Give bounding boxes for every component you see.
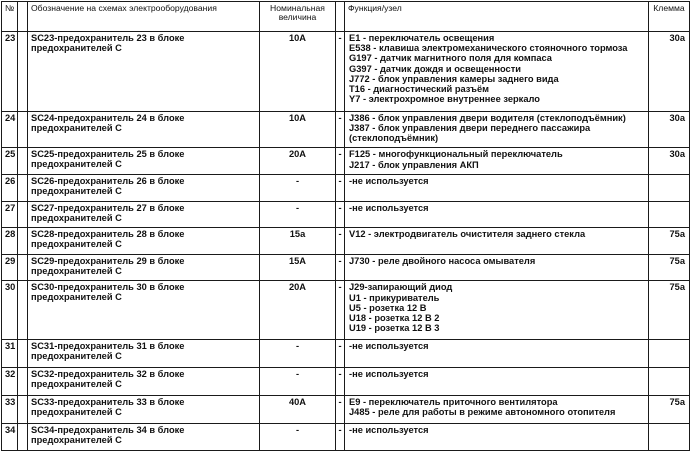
row-dash: - — [336, 424, 345, 451]
function-line: E538 - клавиша электромеханического стояночного тормоза — [349, 43, 628, 54]
function-line: G397 - датчик дождя и освещенности — [349, 63, 521, 74]
fuse-designation: SC31-предохранитель 31 в блоке предохранителей С — [28, 339, 260, 368]
function-line: F125 - многофункциональный переключатель — [349, 149, 563, 160]
function-line: -не используется — [349, 340, 429, 351]
row-spacer — [18, 254, 28, 281]
table-row — [2, 339, 690, 368]
nominal-value: 10A — [260, 32, 336, 112]
table-row — [2, 368, 690, 396]
row-dash: - — [336, 339, 345, 368]
row-spacer — [18, 339, 28, 368]
fuse-designation: SC32-предохранитель 32 в блоке предохранителей С — [28, 368, 260, 396]
nominal-value: 15A — [260, 254, 336, 281]
row-number: 32 — [2, 368, 18, 396]
nominal-value: - — [260, 368, 336, 396]
function-cell — [345, 254, 649, 281]
row-spacer — [18, 228, 28, 255]
row-number: 23 — [2, 32, 18, 112]
row-number: 29 — [2, 254, 18, 281]
row-spacer — [18, 201, 28, 228]
header-designation: Обозначение на схемах электрооборудования — [28, 2, 260, 32]
terminal-value — [649, 339, 690, 368]
terminal-value: 30a — [649, 148, 690, 175]
nominal-value: 10A — [260, 111, 336, 148]
function-line: Y7 - электрохромное внутреннее зеркало — [349, 94, 540, 105]
nominal-value: - — [260, 201, 336, 228]
row-dash: - — [336, 228, 345, 255]
function-line: U1 - прикуриватель — [349, 292, 440, 303]
function-line: J386 - блок управления двери водителя (стеклоподъёмник) — [349, 112, 626, 123]
row-dash: - — [336, 201, 345, 228]
function-cell — [345, 281, 649, 339]
terminal-value: 75a — [649, 281, 690, 339]
table-row — [2, 228, 690, 255]
fuse-designation: SC29-предохранитель 29 в блоке предохранителей С — [28, 254, 260, 281]
terminal-value: 75a — [649, 228, 690, 255]
terminal-value — [649, 201, 690, 228]
row-spacer — [18, 111, 28, 148]
terminal-value — [649, 175, 690, 202]
function-line: J217 - блок управления АКП — [349, 159, 479, 170]
function-cell — [345, 32, 649, 112]
function-line: -не используется — [349, 425, 429, 436]
row-number: 28 — [2, 228, 18, 255]
fuse-designation: SC24-предохранитель 24 в блоке предохранителей С — [28, 111, 260, 148]
function-cell — [345, 368, 649, 396]
terminal-value: 75a — [649, 254, 690, 281]
row-number: 24 — [2, 111, 18, 148]
function-line: V12 - электродвигатель очистителя заднего стекла — [349, 229, 586, 240]
table-row — [2, 395, 690, 424]
function-line: J485 - реле для работы в режиме автономного отопителя — [349, 406, 616, 417]
fuse-designation: SC27-предохранитель 27 в блоке предохранителей С — [28, 201, 260, 228]
function-cell — [345, 339, 649, 368]
terminal-value: 30a — [649, 111, 690, 148]
function-line: J772 - блок управления камеры заднего вида — [349, 73, 559, 84]
table-row — [2, 281, 690, 339]
table-row — [2, 148, 690, 175]
function-line: -не используется — [349, 176, 429, 187]
function-cell — [345, 175, 649, 202]
terminal-value — [649, 424, 690, 451]
fuse-designation: SC23-предохранитель 23 в блоке предохранителей С — [28, 32, 260, 112]
table-row — [2, 32, 690, 112]
function-cell — [345, 424, 649, 451]
function-line: J387 - блок управления двери переднего пассажира — [349, 122, 591, 133]
function-cell — [345, 395, 649, 424]
function-line: -не используется — [349, 369, 429, 380]
function-line: -не используется — [349, 202, 429, 213]
terminal-value — [649, 368, 690, 396]
header-terminal: Клемма — [649, 2, 690, 32]
row-number: 27 — [2, 201, 18, 228]
fuse-designation: SC28-предохранитель 28 в блоке предохранителей С — [28, 228, 260, 255]
header-row — [2, 2, 690, 32]
function-cell — [345, 148, 649, 175]
row-number: 30 — [2, 281, 18, 339]
row-dash: - — [336, 368, 345, 396]
nominal-value: 20A — [260, 281, 336, 339]
function-cell — [345, 111, 649, 148]
row-dash: - — [336, 281, 345, 339]
function-line: U19 - розетка 12 В 3 — [349, 323, 440, 334]
row-dash: - — [336, 111, 345, 148]
header-num: № — [2, 2, 18, 32]
row-number: 34 — [2, 424, 18, 451]
row-spacer — [18, 175, 28, 202]
row-spacer — [18, 395, 28, 424]
row-dash: - — [336, 32, 345, 112]
row-spacer — [18, 148, 28, 175]
table-row — [2, 254, 690, 281]
row-spacer — [18, 368, 28, 396]
row-dash: - — [336, 175, 345, 202]
fuse-designation: SC30-предохранитель 30 в блоке предохранителей С — [28, 281, 260, 339]
fuse-designation: SC33-предохранитель 33 в блоке предохранителей С — [28, 395, 260, 424]
row-number: 31 — [2, 339, 18, 368]
function-line: U5 - розетка 12 В — [349, 302, 427, 313]
nominal-value: 40A — [260, 395, 336, 424]
row-dash: - — [336, 254, 345, 281]
nominal-value: 15a — [260, 228, 336, 255]
row-dash: - — [336, 395, 345, 424]
nominal-value: - — [260, 175, 336, 202]
function-line: J730 - реле двойного насоса омывателя — [349, 255, 536, 266]
function-line: J29-запирающий диод — [349, 282, 453, 293]
nominal-value: 20A — [260, 148, 336, 175]
row-spacer — [18, 281, 28, 339]
function-line: E9 - переключатель приточного вентилятора — [349, 396, 558, 407]
fuse-designation: SC34-предохранитель 34 в блоке предохранителей С — [28, 424, 260, 451]
fuse-rows — [2, 32, 690, 451]
function-cell — [345, 228, 649, 255]
function-cell — [345, 201, 649, 228]
fuse-designation: SC25-предохранитель 25 в блоке предохранителей С — [28, 148, 260, 175]
row-number: 33 — [2, 395, 18, 424]
table-row — [2, 424, 690, 451]
row-number: 25 — [2, 148, 18, 175]
row-spacer — [18, 32, 28, 112]
nominal-value: - — [260, 339, 336, 368]
fuse-designation: SC26-предохранитель 26 в блоке предохранителей С — [28, 175, 260, 202]
fuse-table — [1, 1, 690, 451]
header-dash-spacer — [336, 2, 345, 32]
function-line: T16 - диагностический разъём — [349, 84, 490, 95]
row-number: 26 — [2, 175, 18, 202]
header-nominal: Номинальная величина — [260, 2, 336, 32]
header-function: Функция/узел — [345, 2, 649, 32]
function-line: (стеклоподъёмник) — [349, 133, 439, 144]
header-spacer — [18, 2, 28, 32]
row-spacer — [18, 424, 28, 451]
function-line: E1 - переключатель освещения — [349, 33, 495, 43]
function-line: G197 - датчик магнитного поля для компаса — [349, 53, 552, 64]
terminal-value: 75a — [649, 395, 690, 424]
table-row — [2, 111, 690, 148]
terminal-value: 30a — [649, 32, 690, 112]
table-row — [2, 175, 690, 202]
table-row — [2, 201, 690, 228]
row-dash: - — [336, 148, 345, 175]
function-line: U18 - розетка 12 В 2 — [349, 312, 440, 323]
nominal-value: - — [260, 424, 336, 451]
